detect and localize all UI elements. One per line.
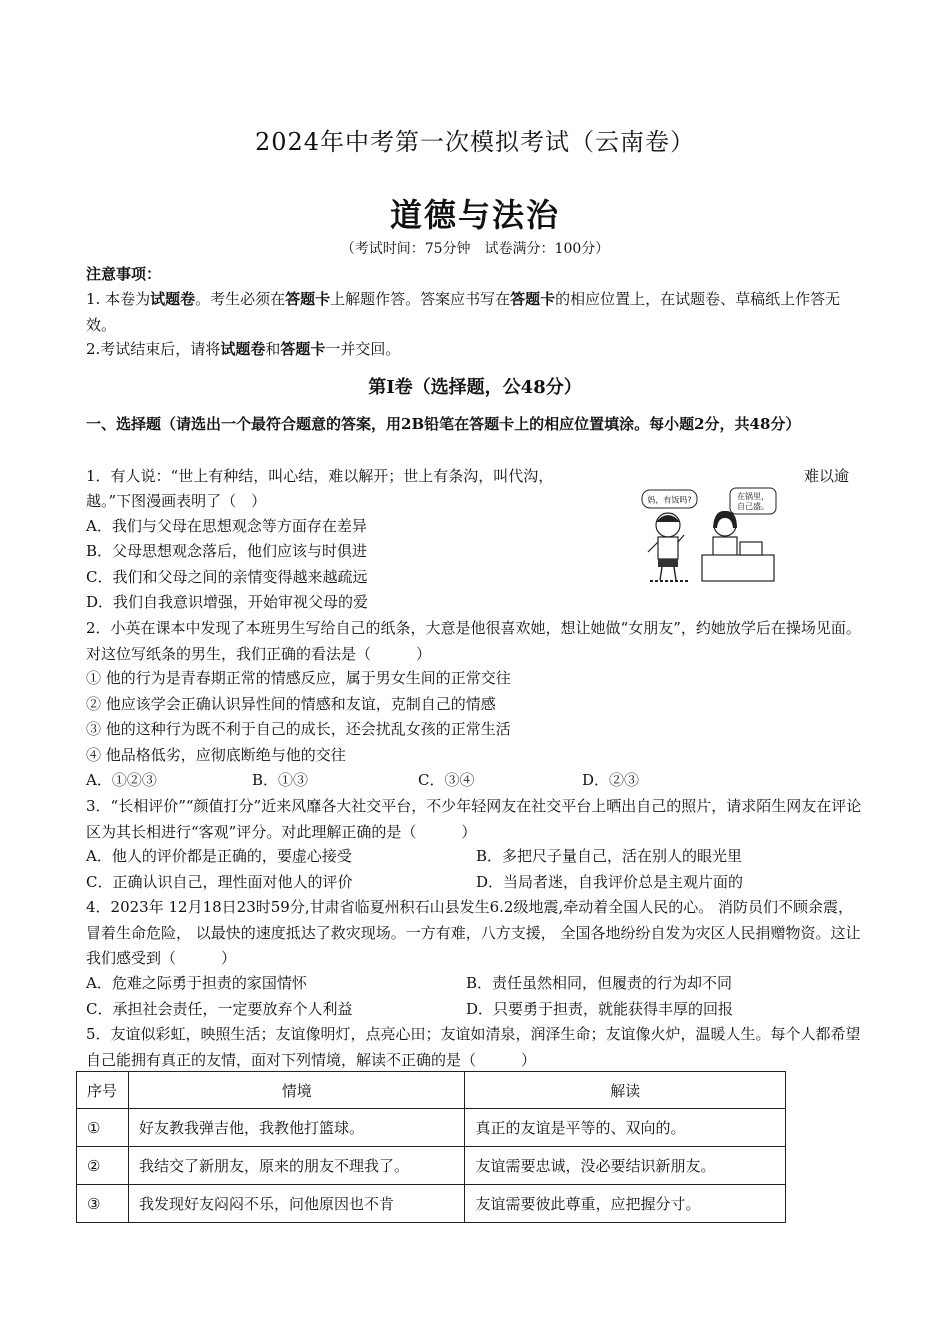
table [702,555,774,581]
exam-info: （考试时间：75分钟 试卷满分：100分） [340,241,610,257]
q2-item-1: ① 他的行为是青春期正常的情感反应，属于男女生间的正常交往 [86,669,511,687]
q5-stem: 5．友谊似彩虹，映照生活；友谊像明灯，点亮心田；友谊如清泉，润泽生命；友谊像火炉，温暖人生。每个人都希望自己能拥有真正的友情，面对下列情境，解读不正确的是（ ） [86,1025,861,1069]
q2-option-d: D．②③ [582,771,640,789]
q1-option-d: D．我们自我意识增强，开始审视父母的爱 [86,593,369,611]
boy-shorts [658,559,678,567]
q2-item-3: ③ 他的这种行为既不利于自己的成长，还会扰乱女孩的正常生活 [86,720,511,738]
cell-index: ① [77,1109,129,1147]
boy-body [658,537,678,559]
q3-option-c: C．正确认识自己，理性面对他人的评价 [86,873,353,891]
section-title: 第Ⅰ卷（选择题，公48分） [368,377,582,398]
q1-stem-line1-end: 难以逾 [804,467,850,485]
cell-situation: 好友教我弹吉他，我教他打篮球。 [128,1109,464,1147]
q3-option-b: B．多把尺子量自己，活在别人的眼光里 [476,847,743,865]
q2-option-b: B．①③ [252,771,309,789]
cell-interpretation: 友谊需要彼此尊重，应把握分寸。 [465,1185,786,1223]
subject-title: 道德与法治 [389,196,560,234]
q1-option-c: C．我们和父母之间的亲情变得越来越疏远 [86,568,368,586]
mother-body [713,537,737,557]
pot [740,542,762,555]
notice-heading: 注意事项： [86,265,162,283]
q1-cartoon-image [640,480,780,588]
q4-option-a: A．危难之际勇于担责的家国情怀 [86,974,307,992]
speech-bubble-right-line1: 在锅里， [737,492,769,501]
table-header-row [77,1072,786,1109]
q2-item-2: ② 他应该学会正确认识异性间的情感和友谊，克制自己的情感 [86,695,496,713]
q1-stem-line1: 1．有人说：“世上有种结，叫心结，难以解开；世上有条沟，叫代沟， [86,467,554,485]
q5-table [76,1071,786,1223]
section-instruction: 一、选择题（请选出一个最符合题意的答案，用2B铅笔在答题卡上的相应位置填涂。每小题2分，共48分） [86,415,801,433]
speech-bubble-left-text: 妈，有饭吗? [647,495,692,505]
header-cell-situation: 情境 [128,1072,464,1109]
cell-index: ③ [77,1185,129,1223]
table-row [77,1109,786,1147]
q4-option-d: D．只要勇于担责，就能获得丰厚的回报 [466,1000,734,1018]
notice-item-1: 1. 本卷为试题卷。考生必须在答题卡上解题作答。答案应书写在答题卡的相应位置上，在试题卷、草稿纸上作答无效。 [86,290,841,334]
q2-stem: 2．小英在课本中发现了本班男生写给自己的纸条，大意是他很喜欢她，想让她做“女朋友”，约她放学后在操场见面。对这位写纸条的男生，我们正确的看法是（ ） [86,619,861,663]
table-row [77,1185,786,1223]
q2-item-4: ④ 他品格低劣，应彻底断绝与他的交往 [86,746,346,764]
table-row [77,1147,786,1185]
cell-situation: 我发现好友闷闷不乐，问他原因也不肯 [128,1185,464,1223]
q3-stem: 3．“长相评价”“颜值打分”近来风靡各大社交平台，不少年轻网友在社交平台上晒出自己的照片，请求陌生网友在评论区为其长相进行“客观”评分。对此理解正确的是（ ） [86,797,862,841]
q4-option-b: B．责任虽然相同，但履责的行为却不同 [466,974,733,992]
cell-interpretation: 友谊需要忠诚，没必要结识新朋友。 [465,1147,786,1185]
q2-option-c: C．③④ [418,771,475,789]
notice-item-2: 2.考试结束后，请将试题卷和答题卡一并交回。 [86,340,401,358]
q1-option-b: B．父母思想观念落后，他们应该与时俱进 [86,542,368,560]
q1-option-a: A．我们与父母在思想观念等方面存在差异 [86,517,367,535]
cell-situation: 我结交了新朋友，原来的朋友不理我了。 [128,1147,464,1185]
boy-legs [660,567,676,580]
cell-index: ② [77,1147,129,1185]
q3-option-d: D．当局者迷，自我评价总是主观片面的 [476,873,744,891]
exam-title: 2024年中考第一次模拟考试（云南卷） [254,128,696,156]
q1-stem-line2: 越。”下图漫画表明了（ ） [86,492,267,510]
q4-stem: 4．2023年 12月18日23时59分,甘肃省临夏州积石山县发生6.2级地震,牵动着全国人民的心。 消防员们不顾余震， 冒着生命危险， 以最快的速度抵达了救灾现场。一方有难，八方支援， 全国各地纷纷自发为灾区人民捐赠物资。这让我们感受到（ ） [86,898,861,967]
q3-option-a: A．他人的评价都是正确的，要虚心接受 [86,847,352,865]
q2-option-a: A．①②③ [86,771,157,789]
header-cell-interpretation: 解读 [465,1072,786,1109]
q4-option-c: C．承担社会责任，一定要放弃个人利益 [86,1000,353,1018]
cell-interpretation: 真正的友谊是平等的、双向的。 [465,1109,786,1147]
header-cell-index: 序号 [77,1072,129,1109]
speech-bubble-right-line2: 自己盛。 [737,502,769,511]
